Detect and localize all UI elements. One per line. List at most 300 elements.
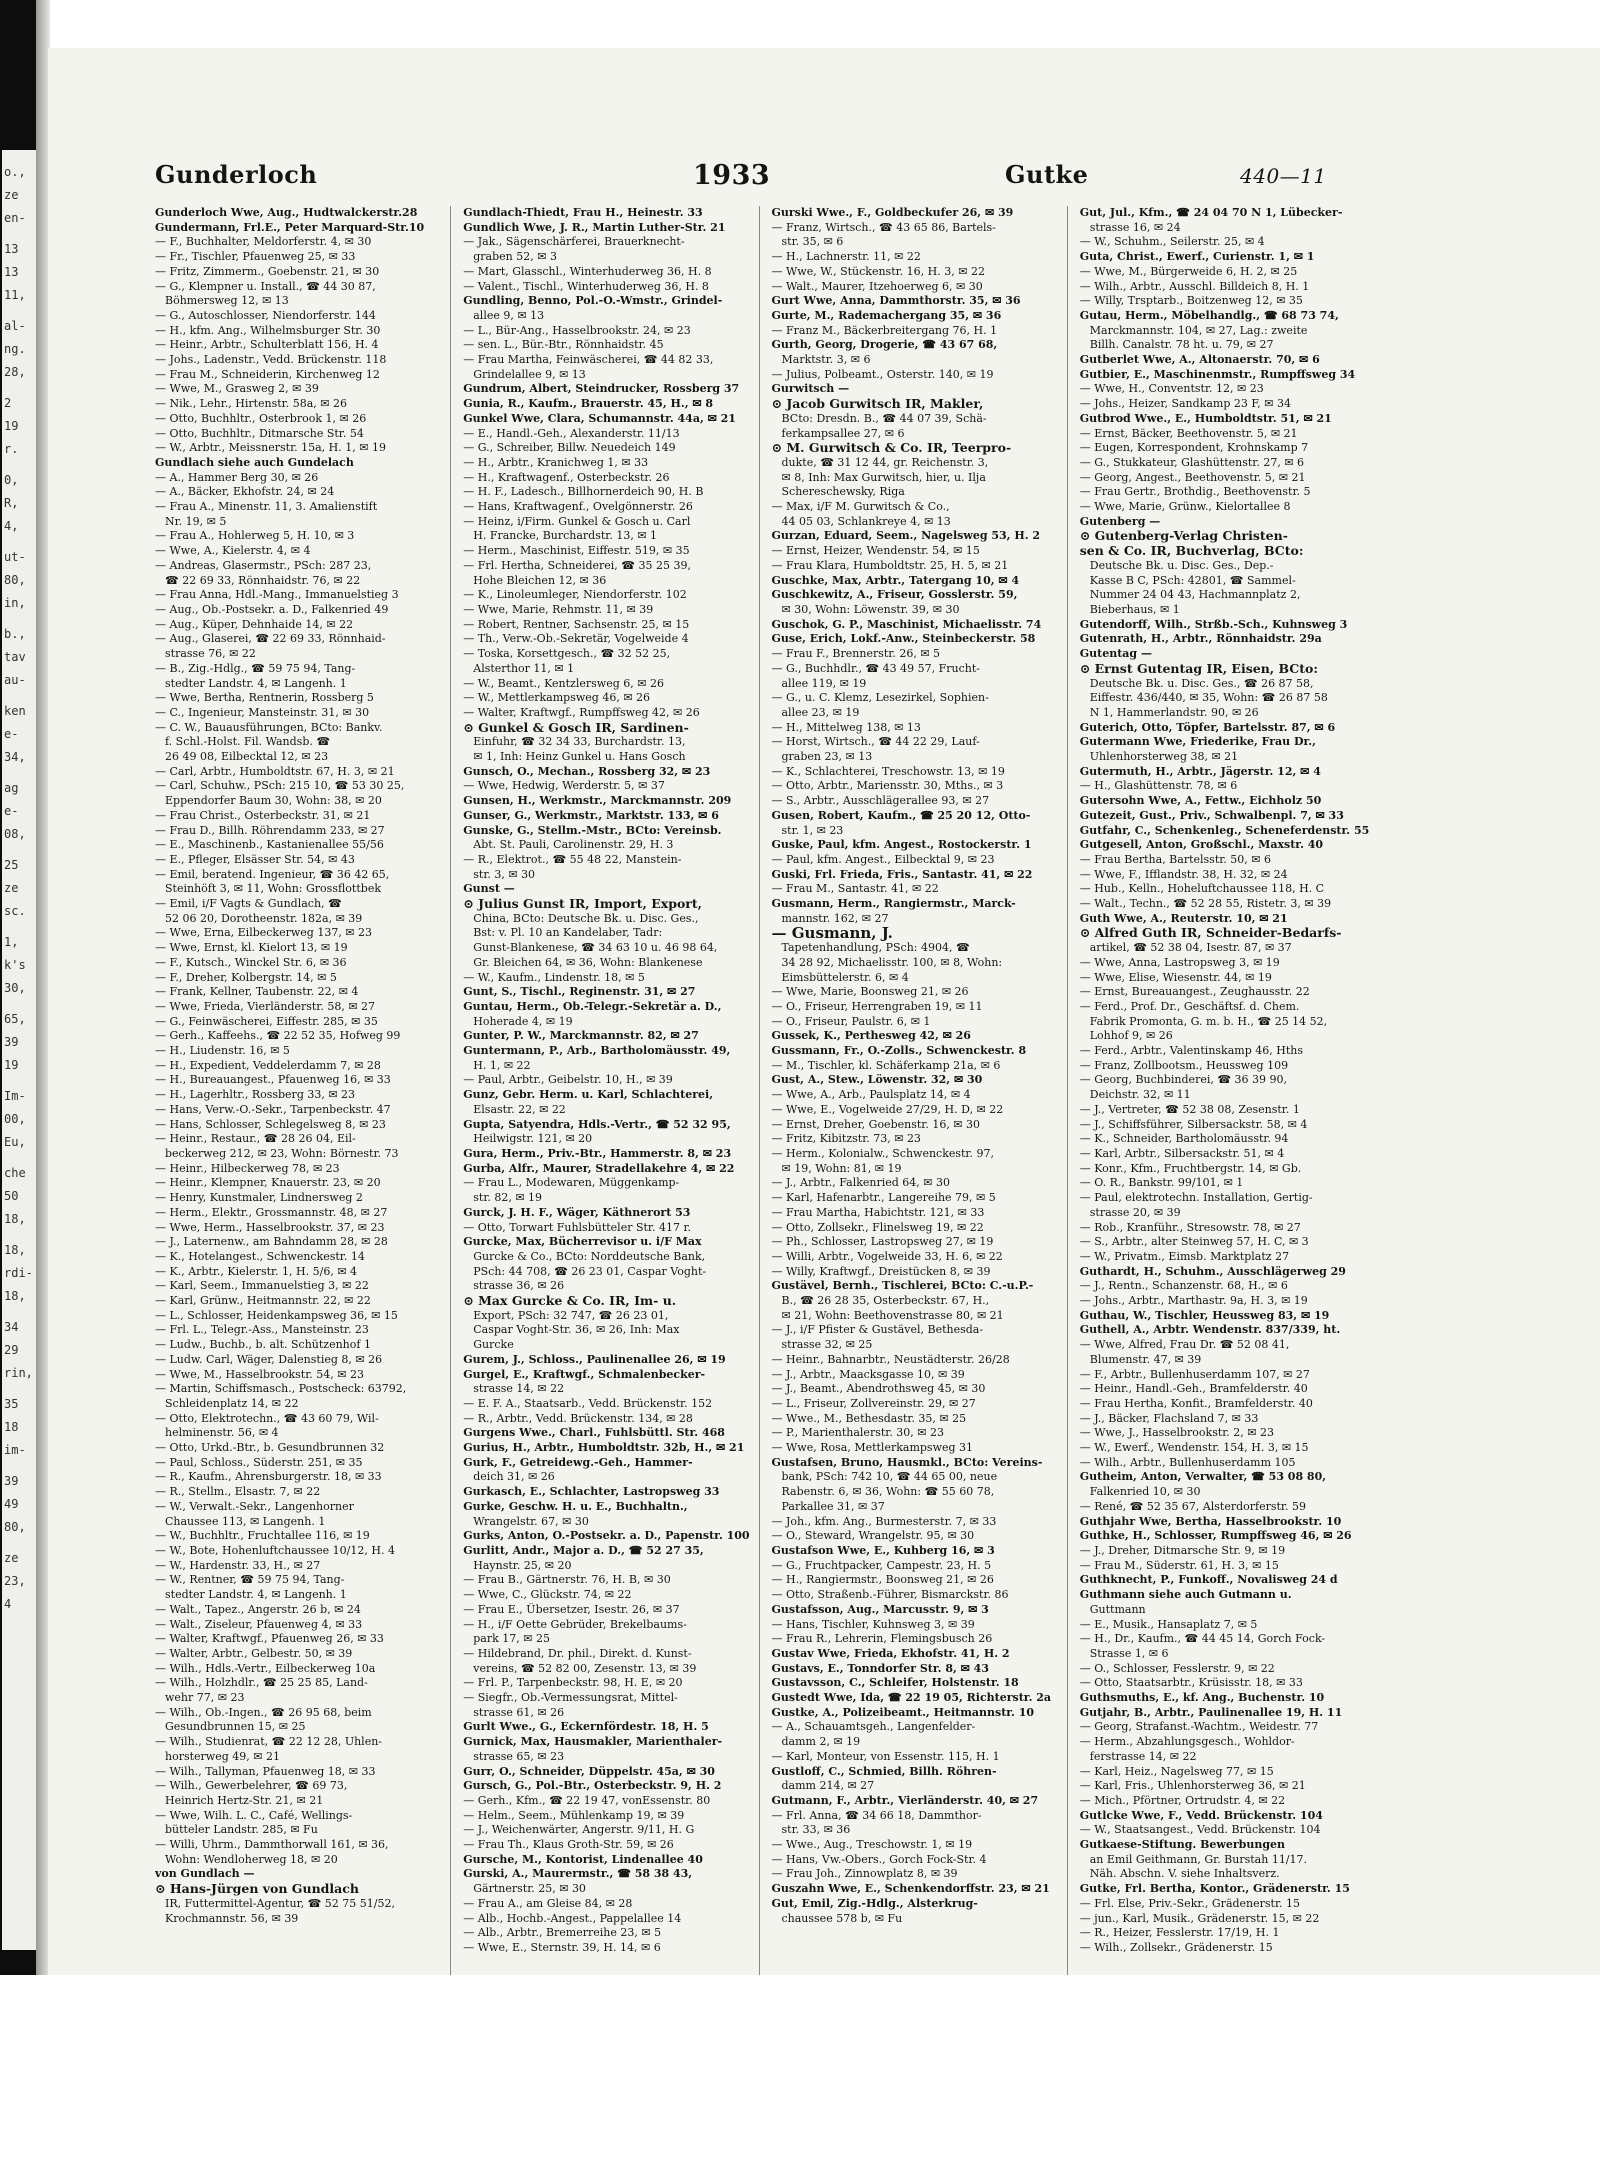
header-year: 1933 <box>693 160 771 191</box>
column-4 <box>1080 206 1375 2056</box>
directory-entry: Gurt Wwe, Anna, Dammthorstr. 35, ✉ 36 <box>771 294 1021 308</box>
directory-entry: — Johs., Arbtr., Marthastr. 9a, H. 3, ✉ 19 <box>1079 1294 1308 1308</box>
directory-entry: — Hildebrand, Dr. phil., Direkt. d. Kunst- <box>463 1646 692 1660</box>
directory-entry: — Wilh., Ob.-Ingen., ☎ 26 95 68, beim <box>155 1705 372 1719</box>
directory-entry: Eppendorfer Baum 30, Wohn: 38, ✉ 20 <box>165 794 382 808</box>
previous-page-text <box>2 150 36 1950</box>
directory-entry: Guthknecht, P., Funkoff., Novalisweg 24 d <box>1079 1573 1338 1587</box>
directory-entry: — Karl, Fris., Uhlenhorsterweg 36, ✉ 21 <box>1079 1779 1306 1793</box>
directory-entry: — Frau Klara, Humboldtstr. 25, H. 5, ✉ 21 <box>771 558 1009 572</box>
directory-entry: Gundrum, Albert, Steindrucker, Rossberg 37 <box>463 382 740 396</box>
directory-entry: Abt. St. Pauli, Carolinenstr. 29, H. 3 <box>473 838 674 852</box>
directory-entry: — Frau D., Billh. Röhrendamm 233, ✉ 27 <box>155 823 385 837</box>
previous-page-fragment: 50 <box>4 1189 19 1203</box>
directory-entry: — W., Schuhm., Seilerstr. 25, ✉ 4 <box>1079 235 1265 249</box>
directory-entry: — R., Kaufm., Ahrensburgerstr. 18, ✉ 33 <box>155 1470 382 1484</box>
directory-entry: — Frau Martha, Feinwäscherei, ☎ 44 82 33, <box>463 353 714 367</box>
directory-entry: — Valent., Tischl., Winterhuderweg 36, H. 8 <box>463 279 709 293</box>
previous-page-fragment: 2 <box>4 396 12 410</box>
directory-entry: Gutersohn Wwe, A., Fettw., Eichholz 50 <box>1079 794 1322 808</box>
directory-entry: Gutenberg — <box>1079 514 1161 528</box>
directory-entry: — J., Arbtr., Falkenried 64, ✉ 30 <box>771 1176 950 1190</box>
directory-entry: Deutsche Bk. u. Disc. Ges., ☎ 26 87 58, <box>1089 676 1314 690</box>
directory-entry: damm 2, ✉ 19 <box>781 1735 861 1749</box>
directory-entry: — Wilh., Studienrat, ☎ 22 12 28, Uhlen- <box>155 1735 383 1749</box>
directory-entry: Blumenstr. 47, ✉ 39 <box>1089 1352 1202 1366</box>
directory-entry: Gustavsson, C., Schleifer, Holstenstr. 18 <box>771 1676 1019 1690</box>
directory-entry: Steinhöft 3, ✉ 11, Wohn: Grossflottbek <box>165 882 381 896</box>
directory-entry: — Frau Anna, Hdl.-Mang., Immanuelstieg 3 <box>155 588 399 602</box>
directory-entry: — René, ☎ 52 35 67, Alsterdorferstr. 59 <box>1079 1499 1306 1513</box>
directory-entry: — Karl, Arbtr., Silbersackstr. 51, ✉ 4 <box>1079 1147 1285 1160</box>
directory-entry: — sen. L., Bür.-Btr., Rönnhaidstr. 45 <box>463 338 664 352</box>
directory-entry: — Walt., Tapez., Angerstr. 26 b, ✉ 24 <box>155 1602 361 1616</box>
directory-entry: — O. R., Bankstr. 99/101, ✉ 1 <box>1079 1176 1244 1190</box>
directory-entry: Gutlcke Wwe, F., Vedd. Brückenstr. 104 <box>1079 1808 1323 1822</box>
directory-entry: — Karl, Monteur, von Essenstr. 115, H. 1 <box>771 1749 1000 1763</box>
directory-entry: Parkallee 31, ✉ 37 <box>781 1499 885 1513</box>
previous-page-fragment: Eu, <box>4 1135 26 1149</box>
directory-entry: — W., Rentner, ☎ 59 75 94, Tang- <box>155 1573 345 1587</box>
previous-page-fragment: 19 <box>4 419 19 433</box>
directory-entry: — Paul, Arbtr., Geibelstr. 10, H., ✉ 39 <box>463 1073 673 1087</box>
directory-entry: — H., Lachnerstr. 11, ✉ 22 <box>771 250 921 264</box>
directory-entry: Alsterthor 11, ✉ 1 <box>473 661 575 675</box>
directory-entry: ✉ 1, Inh: Heinz Gunkel u. Hans Gosch <box>473 750 686 764</box>
directory-entry: — R., Elektrot., ☎ 55 48 22, Manstein- <box>463 852 682 866</box>
directory-entry: — H., Expedient, Veddelerdamm 7, ✉ 28 <box>155 1058 381 1072</box>
column-1 <box>155 206 451 2056</box>
directory-entry: — Rob., Kranführ., Stresowstr. 78, ✉ 27 <box>1079 1220 1301 1234</box>
directory-entry: Gustedt Wwe, Ida, ☎ 22 19 05, Richterstr. 2a <box>771 1691 1052 1705</box>
directory-entry: Krochmannstr. 56, ✉ 39 <box>165 1911 299 1925</box>
directory-entry: Gundlach siehe auch Gundelach <box>155 455 354 469</box>
previous-page-fragment: 29 <box>4 1343 19 1357</box>
page-margin-bottom <box>0 1975 1600 2177</box>
header-last-entry: Gutke <box>1005 160 1089 189</box>
previous-page-fragment: k's <box>4 958 26 972</box>
directory-entry: — Wwe, Ernst, kl. Kielort 13, ✉ 19 <box>155 941 348 955</box>
directory-entry: — Otto, Buchhltr., Osterbrook 1, ✉ 26 <box>155 411 367 425</box>
directory-entry: ✉ 30, Wohn: Löwenstr. 39, ✉ 30 <box>781 602 960 616</box>
directory-entry: — H., Lagerhltr., Rossberg 33, ✉ 23 <box>155 1088 356 1102</box>
directory-entry: — Heinr., Hilbeckerweg 78, ✉ 23 <box>155 1161 340 1175</box>
directory-entry: Haynstr. 25, ✉ 20 <box>473 1558 572 1572</box>
directory-entry: ✉ 21, Wohn: Beethovenstrasse 80, ✉ 21 <box>781 1308 1004 1322</box>
directory-entry: Gurski Wwe., F., Goldbeckufer 26, ✉ 39 <box>771 206 1014 219</box>
previous-page-fragment: ag <box>4 781 19 795</box>
directory-entry: — Wwe, Marie, Grünw., Kielortallee 8 <box>1079 500 1291 514</box>
directory-entry: — O., Friseur, Herrengraben 19, ✉ 11 <box>771 999 983 1013</box>
directory-entry: — Wilh., Gewerbelehrer, ☎ 69 73, <box>155 1779 348 1793</box>
directory-entry: — Otto, Buchhltr., Ditmarsche Str. 54 <box>155 426 364 440</box>
directory-entry: — Karl, Heiz., Nagelsweg 77, ✉ 15 <box>1079 1764 1274 1778</box>
directory-entry: — Ernst, Dreher, Goebenstr. 16, ✉ 30 <box>771 1117 981 1131</box>
directory-entry: — J., i/F Pfister & Gustävel, Bethesda- <box>771 1323 984 1337</box>
directory-entry: graben 52, ✉ 3 <box>473 250 557 264</box>
directory-entry: H. Francke, Burchardstr. 13, ✉ 1 <box>473 529 658 543</box>
directory-entry: chaussee 578 b, ✉ Fu <box>781 1911 903 1925</box>
directory-entry: Tapetenhandlung, PSch: 4904, ☎ <box>781 941 970 955</box>
directory-entry: — Ernst, Bäcker, Beethovenstr. 5, ✉ 21 <box>1079 426 1298 440</box>
directory-entry: — E. F. A., Staatsarb., Vedd. Brückenstr. 152 <box>463 1396 713 1410</box>
directory-entry: — H., i/F Oette Gebrüder, Brekelbaums- <box>463 1617 687 1631</box>
previous-page-fragment: e- <box>4 727 19 741</box>
directory-entry: — Emil, i/F Vagts & Gundlach, ☎ <box>155 897 342 911</box>
directory-entry: — C., Ingenieur, Mansteinstr. 31, ✉ 30 <box>155 705 370 719</box>
directory-entry: — Willy, Trsptarb., Boitzenweg 12, ✉ 35 <box>1079 294 1303 308</box>
directory-entry: — Frau Th., Klaus Groth-Str. 59, ✉ 26 <box>463 1838 674 1852</box>
directory-entry: Gupta, Satyendra, Hdls.-Vertr., ☎ 52 32 95, <box>463 1117 731 1131</box>
header-first-entry: Gunderloch <box>155 160 318 189</box>
previous-page-fragment: ze <box>4 881 19 895</box>
directory-entry: Gunz, Gebr. Herm. u. Karl, Schlachterei, <box>463 1088 714 1102</box>
directory-entry: Gutezeit, Gust., Priv., Schwalbenpl. 7, ✉ 33 <box>1079 808 1344 822</box>
directory-entry: — W., Arbtr., Meissnerstr. 15a, H. 1, ✉ 19 <box>155 441 386 455</box>
directory-entry: — Frau Gertr., Brothdig., Beethovenstr. 5 <box>1079 485 1311 499</box>
directory-entry: str. 3, ✉ 30 <box>473 867 536 881</box>
directory-entry: — J., Vertreter, ☎ 52 38 08, Zesenstr. 1 <box>1079 1102 1300 1116</box>
directory-entry: Guthau, W., Tischler, Heussweg 83, ✉ 19 <box>1079 1308 1330 1322</box>
previous-page-edge <box>0 0 36 2177</box>
directory-entry: — Franz M., Bäckerbreitergang 76, H. 1 <box>771 323 998 337</box>
directory-entry: Gurke, Geschw. H. u. E., Buchhaltn., <box>463 1499 688 1513</box>
directory-entry: Gut, Emil, Zig.-Hdlg., Alsterkrug- <box>771 1896 978 1910</box>
directory-entry: — Heinr., Klempner, Knauerstr. 23, ✉ 20 <box>155 1176 381 1190</box>
directory-entry: von Gundlach — <box>155 1867 255 1881</box>
directory-entry: — Wwe, F., Ifflandstr. 38, H. 32, ✉ 24 <box>1079 867 1288 881</box>
page-number: 440—11 <box>1240 164 1327 188</box>
directory-entry: stedter Landstr. 4, ✉ Langenh. 1 <box>165 676 347 690</box>
directory-entry: China, BCto: Deutsche Bk. u. Disc. Ges., <box>473 911 699 925</box>
directory-entry: str. 1, ✉ 23 <box>781 823 844 837</box>
directory-entry: allee 23, ✉ 19 <box>781 705 860 719</box>
directory-entry: Gunst-Blankenese, ☎ 34 63 10 u. 46 98 64, <box>473 941 718 955</box>
directory-entry: Gundlich Wwe, J. R., Martin Luther-Str. 21 <box>463 220 726 234</box>
directory-entry: — Hans, Verw.-O.-Sekr., Tarpenbeckstr. 47 <box>155 1102 391 1116</box>
directory-entry: ⊙ Jacob Gurwitsch IR, Makler, <box>771 397 984 412</box>
directory-entry: — Wwe, E., Sternstr. 39, H. 14, ✉ 6 <box>463 1940 661 1954</box>
directory-entry: Gurnick, Max, Hausmakler, Marienthaler- <box>463 1735 723 1749</box>
previous-page-fragment: 18, <box>4 1212 26 1226</box>
directory-entry: — Otto, Zollsekr., Flinelsweg 19, ✉ 22 <box>771 1220 984 1234</box>
directory-entry: strasse 61, ✉ 26 <box>473 1705 565 1719</box>
directory-entry: — Konr., Kfm., Fruchtbergstr. 14, ✉ Gb. <box>1079 1161 1302 1175</box>
directory-entry: Gussek, K., Perthesweg 42, ✉ 26 <box>771 1029 971 1043</box>
directory-entry: — E., Handl.-Geh., Alexanderstr. 11/13 <box>463 426 680 440</box>
directory-entry: Guta, Christ., Ewerf., Curienstr. 1, ✉ 1 <box>1079 250 1315 264</box>
directory-entry: deich 31, ✉ 26 <box>473 1470 555 1484</box>
directory-entry: — Frau M., Süderstr. 61, H. 3, ✉ 15 <box>1079 1558 1279 1572</box>
directory-entry: mannstr. 162, ✉ 27 <box>781 911 889 925</box>
directory-entry: — G., Klempner u. Install., ☎ 44 30 87, <box>155 279 376 293</box>
directory-entry: — Walt., Techn., ☎ 52 28 55, Ristetr. 3, ✉ 39 <box>1079 897 1332 911</box>
directory-entry: — Frl. L., Telegr.-Ass., Mansteinstr. 23 <box>155 1323 369 1337</box>
directory-entry: — L., Friseur, Zollvereinstr. 29, ✉ 27 <box>771 1396 976 1410</box>
directory-entry: — G., Schreiber, Billw. Neuedeich 149 <box>463 441 676 455</box>
directory-entry: artikel, ☎ 52 38 04, Isestr. 87, ✉ 37 <box>1089 941 1292 955</box>
directory-entry: — J., Beamt., Abendrothsweg 45, ✉ 30 <box>771 1382 986 1396</box>
directory-entry: — G., Buchhdlr., ☎ 43 49 57, Frucht- <box>771 661 981 675</box>
directory-entry: Guschok, G. P., Maschinist, Michaelisstr. 74 <box>771 617 1042 631</box>
directory-entry: — Otto, Arbtr., Mariensstr. 30, Mths., ✉ 3 <box>771 779 1004 793</box>
directory-entry: — G., Autoschlosser, Niendorferstr. 144 <box>155 308 376 322</box>
directory-entry: Lohhof 9, ✉ 26 <box>1089 1029 1173 1043</box>
directory-entry: Gusen, Robert, Kaufm., ☎ 25 20 12, Otto- <box>771 808 1031 822</box>
previous-page-fragment: im- <box>4 1443 26 1457</box>
directory-entry: Einfuhr, ☎ 32 34 33, Burchardstr. 13, <box>473 735 686 749</box>
directory-entry: — Aug., Ob.-Postsekr. a. D., Falkenried 49 <box>155 602 389 616</box>
directory-entry: — Frau Martha, Habichtstr. 121, ✉ 33 <box>771 1205 985 1219</box>
directory-entry: Gr. Bleichen 64, ✉ 36, Wohn: Blankenese <box>473 955 703 969</box>
directory-entry: Bst: v. Pl. 10 an Kandelaber, Tadr: <box>473 926 663 940</box>
directory-entry: sen & Co. IR, Buchverlag, BCto: <box>1079 544 1304 559</box>
directory-entry: ⊙ Ernst Gutentag IR, Eisen, BCto: <box>1079 661 1318 676</box>
directory-entry: — Hans, Vw.-Obers., Gorch Fock-Str. 4 <box>771 1852 987 1866</box>
directory-entry: Guschkewitz, A., Friseur, Gosslerstr. 59, <box>771 588 1018 602</box>
directory-entry: Caspar Voght-Str. 36, ✉ 26, Inh: Max <box>473 1323 680 1337</box>
directory-entry: — Wilh., Zollsekr., Grädenerstr. 15 <box>1079 1940 1273 1954</box>
directory-entry: — Frau M., Schneiderin, Kirchenweg 12 <box>155 367 380 381</box>
directory-entry: — Frl. Else, Priv.-Sekr., Grädenerstr. 15 <box>1079 1896 1301 1910</box>
directory-entry: wehr 77, ✉ 23 <box>165 1691 245 1705</box>
directory-entry: Wohn: Wendloherweg 18, ✉ 20 <box>165 1852 338 1866</box>
directory-entry: — Wwe, Erna, Eilbeckerweg 137, ✉ 23 <box>155 926 373 940</box>
directory-entry: — A., Bäcker, Ekhofstr. 24, ✉ 24 <box>155 485 335 499</box>
directory-entry: Gurski, A., Maurermstr., ☎ 58 38 43, <box>463 1867 693 1881</box>
directory-entry: — Walter, Kraftwgf., Rumpffsweg 42, ✉ 26 <box>463 705 700 719</box>
directory-entry: — Wwe, Elise, Wiesenstr. 44, ✉ 19 <box>1079 970 1272 984</box>
directory-entry: — Eugen, Korrespondent, Krohnskamp 7 <box>1079 441 1309 455</box>
directory-entry: Gutbier, E., Maschinenmstr., Rumpffsweg 34 <box>1079 367 1356 381</box>
directory-entry: Deutsche Bk. u. Disc. Ges., Dep.- <box>1089 558 1274 572</box>
directory-entry: Hohe Bleichen 12, ✉ 36 <box>473 573 607 587</box>
directory-entry: — Wwe, Marie, Rehmstr. 11, ✉ 39 <box>463 602 654 616</box>
previous-page-fragment: 80, <box>4 1520 26 1534</box>
directory-entry: bütteler Landstr. 285, ✉ Fu <box>165 1823 318 1837</box>
directory-entry: Fabrik Promonta, G. m. b. H., ☎ 25 14 52, <box>1089 1014 1328 1028</box>
directory-entry: Gurk, F., Getreidewg.-Geh., Hammer- <box>463 1455 693 1469</box>
directory-entry: — Wwe, M., Hasselbrookstr. 54, ✉ 23 <box>155 1367 364 1381</box>
directory-entry: — Otto, Urkd.-Btr., b. Gesundbrunnen 32 <box>155 1441 385 1455</box>
previous-page-fragment: 13 <box>4 265 19 279</box>
directory-entry: Export, PSch: 32 747, ☎ 26 23 01, <box>473 1308 669 1322</box>
previous-page-fragment: 19 <box>4 1058 19 1072</box>
directory-entry: bank, PSch: 742 10, ☎ 44 65 00, neue <box>781 1470 998 1484</box>
directory-entry: — Wwe, Wilh. L. C., Café, Wellings- <box>155 1808 353 1822</box>
directory-entry: Gurem, J., Schloss., Paulinenallee 26, ✉ 19 <box>463 1352 726 1366</box>
directory-entry: Gundermann, Frl.E., Peter Marquard-Str.10 <box>155 220 425 234</box>
directory-entry: Heilwigstr. 121, ✉ 20 <box>473 1132 593 1146</box>
previous-page-fragment: tav <box>4 650 26 664</box>
directory-entry: — Alb., Hochb.-Angest., Pappelallee 14 <box>463 1911 682 1925</box>
previous-page-fragment: ng. <box>4 342 26 356</box>
previous-page-fragment: Im- <box>4 1089 26 1103</box>
directory-entry: — Frau A., am Gleise 84, ✉ 28 <box>463 1896 633 1910</box>
directory-entry: — H., Kraftwagenf., Osterbeckstr. 26 <box>463 470 670 484</box>
directory-entry: Uhlenhorsterweg 38, ✉ 21 <box>1089 750 1239 764</box>
directory-entry: Gurius, H., Arbtr., Humboldtstr. 32b, H., ✉ 21 <box>463 1441 745 1455</box>
directory-columns <box>155 206 1375 2056</box>
directory-entry: — Herm., Abzahlungsgesch., Wohldor- <box>1079 1735 1295 1749</box>
directory-entry: — Wwe, A., Arb., Paulsplatz 14, ✉ 4 <box>771 1088 971 1102</box>
directory-entry: Guttmann <box>1089 1602 1146 1616</box>
directory-entry: strasse 20, ✉ 39 <box>1089 1205 1181 1219</box>
directory-entry: Gursch, G., Pol.-Btr., Osterbeckstr. 9, H. 2 <box>463 1779 722 1793</box>
directory-entry: Gurth, Georg, Drogerie, ☎ 43 67 68, <box>771 338 998 352</box>
directory-entry: — Mart, Glasschl., Winterhuderweg 36, H. 8 <box>463 264 712 278</box>
directory-entry: Guthjahr Wwe, Bertha, Hasselbrookstr. 10 <box>1079 1514 1342 1528</box>
directory-entry: Gurkasch, E., Schlachter, Lastropsweg 33 <box>463 1485 720 1499</box>
directory-entry: ✉ 19, Wohn: 81, ✉ 19 <box>781 1161 902 1175</box>
directory-entry: — Fritz, Kibitzstr. 73, ✉ 23 <box>771 1132 921 1146</box>
directory-entry: Gurcke & Co., BCto: Norddeutsche Bank, <box>473 1249 706 1263</box>
directory-entry: Strasse 1, ✉ 6 <box>1089 1646 1169 1660</box>
directory-entry: — Georg, Angest., Beethovenstr. 5, ✉ 21 <box>1079 470 1306 484</box>
directory-entry: Guske, Paul, kfm. Angest., Rostockerstr. 1 <box>771 838 1032 852</box>
directory-entry: — Wwe, Anna, Lastropsweg 3, ✉ 19 <box>1079 955 1280 969</box>
directory-entry: Guntau, Herm., Ob.-Telegr.-Sekretär a. D., <box>463 999 722 1013</box>
directory-entry: — Wwe., Aug., Treschowstr. 1, ✉ 19 <box>771 1838 973 1852</box>
directory-entry: Gunser, G., Werkmstr., Marktstr. 133, ✉ 6 <box>463 808 719 822</box>
directory-entry: Gundling, Benno, Pol.-O.-Wmstr., Grindel- <box>463 294 723 308</box>
directory-entry: — H. F., Ladesch., Billhornerdeich 90, H. B <box>463 485 704 499</box>
directory-entry: — Ph., Schlosser, Lastropsweg 27, ✉ 19 <box>771 1235 994 1249</box>
directory-entry: — G., Feinwäscherei, Eiffestr. 285, ✉ 35 <box>155 1014 378 1028</box>
directory-entry: Gutgesell, Anton, Großschl., Maxstr. 40 <box>1079 838 1324 852</box>
directory-entry: — Georg, Strafanst.-Wachtm., Weidestr. 77 <box>1079 1720 1319 1734</box>
directory-entry: — O., Steward, Wrangelstr. 95, ✉ 30 <box>771 1529 975 1543</box>
directory-entry: Guthsmuths, E., kf. Ang., Buchenstr. 10 <box>1079 1691 1325 1705</box>
directory-entry: N 1, Hammerlandstr. 90, ✉ 26 <box>1089 705 1259 719</box>
directory-entry: — Th., Verw.-Ob.-Sekretär, Vogelweide 4 <box>463 632 689 646</box>
directory-entry: — F., Arbtr., Bullenhuserdamm 107, ✉ 27 <box>1079 1367 1310 1381</box>
directory-entry: — Wwe, Marie, Boonsweg 21, ✉ 26 <box>771 985 969 999</box>
directory-entry: graben 23, ✉ 13 <box>781 750 873 764</box>
directory-entry: — Otto, Straßenb.-Führer, Bismarckstr. 86 <box>771 1588 1009 1602</box>
directory-entry: Gutheim, Anton, Verwalter, ☎ 53 08 80, <box>1079 1470 1327 1484</box>
previous-page-fragment: ze <box>4 188 19 202</box>
directory-entry: strasse 32, ✉ 25 <box>781 1338 873 1352</box>
directory-entry: — K., Schneider, Bartholomäusstr. 94 <box>1079 1132 1289 1146</box>
directory-entry: — Siegfr., Ob.-Vermessungsrat, Mittel- <box>463 1691 678 1705</box>
directory-entry: — Emil, beratend. Ingenieur, ☎ 36 42 65, <box>155 867 390 881</box>
directory-entry: stedter Landstr. 4, ✉ Langenh. 1 <box>165 1588 347 1602</box>
directory-entry: Billh. Canalstr. 78 ht. u. 79, ✉ 27 <box>1089 338 1274 352</box>
directory-entry: Gustavs, E., Tonndorfer Str. 8, ✉ 43 <box>771 1661 989 1675</box>
directory-entry: — Jak., Sägenschärferei, Brauerknecht- <box>463 235 685 249</box>
directory-entry: Gutkaese-Stiftung. Bewerbungen <box>1079 1838 1286 1852</box>
previous-page-fragment: 39 <box>4 1035 19 1049</box>
directory-entry: — E., Pfleger, Elsässer Str. 54, ✉ 43 <box>155 852 355 866</box>
directory-entry: Guthmann siehe auch Gutmann u. <box>1079 1588 1292 1602</box>
directory-entry: — G., u. C. Klemz, Lesezirkel, Sophien- <box>771 691 989 705</box>
directory-entry: — K., Arbtr., Kielerstr. 1, H. 5/6, ✉ 4 <box>155 1264 358 1278</box>
directory-entry: — S., Arbtr., alter Steinweg 57, H. C, ✉ 3 <box>1079 1235 1309 1249</box>
directory-entry: — W., Ewerf., Wendenstr. 154, H. 3, ✉ 15 <box>1079 1441 1309 1455</box>
directory-entry: — Otto, Elektrotechn., ☎ 43 60 79, Wil- <box>155 1411 379 1425</box>
directory-entry: helminenstr. 56, ✉ 4 <box>165 1426 279 1440</box>
directory-entry: — Franz, Zollbootsm., Heussweg 109 <box>1079 1058 1289 1072</box>
directory-entry: Guthardt, H., Schuhm., Ausschlägerweg 29 <box>1079 1264 1346 1278</box>
directory-entry: — Wwe, A., Kielerstr. 4, ✉ 4 <box>155 544 311 558</box>
directory-entry: Gurte, M., Rademachergang 35, ✉ 36 <box>771 308 1002 322</box>
directory-entry: — H., Glashüttenstr. 78, ✉ 6 <box>1079 779 1238 793</box>
directory-entry: — Frl. Anna, ☎ 34 66 18, Dammthor- <box>771 1808 982 1822</box>
directory-entry: — Karl, Seem., Immanuelstieg 3, ✉ 22 <box>155 1279 369 1293</box>
directory-entry: — Fr., Tischler, Pfauenweg 25, ✉ 33 <box>155 250 356 264</box>
directory-entry: Guski, Frl. Frieda, Fris., Santastr. 41, ✉ 22 <box>771 867 1033 881</box>
previous-page-fragment: 00, <box>4 1112 26 1126</box>
directory-entry: — Johs., Ladenstr., Vedd. Brückenstr. 118 <box>155 353 387 367</box>
directory-entry: Eimsbüttelerstr. 6, ✉ 4 <box>781 970 909 984</box>
directory-entry: Böhmersweg 12, ✉ 13 <box>165 294 289 308</box>
directory-entry: — Henry, Kunstmaler, Lindnersweg 2 <box>155 1191 363 1205</box>
directory-entry: ⊙ Hans-Jürgen von Gundlach <box>155 1882 359 1897</box>
directory-entry: — Frl. Hertha, Schneiderei, ☎ 35 25 39, <box>463 558 691 572</box>
directory-entry: — Hub., Kelln., Hoheluftchaussee 118, H. C <box>1079 882 1325 896</box>
directory-entry: Gutberlet Wwe, A., Altonaerstr. 70, ✉ 6 <box>1079 353 1320 367</box>
directory-entry: Guterich, Otto, Töpfer, Bartelsstr. 87, ✉ 6 <box>1079 720 1336 734</box>
directory-entry: Gurwitsch — <box>771 382 850 396</box>
directory-entry: 52 06 20, Dorotheenstr. 182a, ✉ 39 <box>165 911 363 925</box>
directory-entry: Gura, Herm., Priv.-Btr., Hammerstr. 8, ✉ 23 <box>463 1147 732 1160</box>
directory-entry: Bieberhaus, ✉ 1 <box>1089 602 1180 616</box>
directory-entry: — Ferd., Prof. Dr., Geschäftsf. d. Chem. <box>1079 999 1300 1013</box>
directory-entry: — Heinr., Handl.-Geh., Bramfelderstr. 40 <box>1079 1382 1308 1396</box>
directory-entry: BCto: Dresdn. B., ☎ 44 07 39, Schä- <box>781 411 987 425</box>
directory-entry: H. 1, ✉ 22 <box>473 1058 531 1072</box>
directory-entry: strasse 36, ✉ 26 <box>473 1279 565 1293</box>
directory-entry: allee 9, ✉ 13 <box>473 308 545 322</box>
directory-entry: Guthke, H., Schlosser, Rumpffsweg 46, ✉ 26 <box>1079 1529 1352 1543</box>
directory-entry: — Frau F., Brennerstr. 26, ✉ 5 <box>771 647 941 661</box>
previous-page-fragment: 39 <box>4 1474 19 1488</box>
directory-entry: allee 119, ✉ 19 <box>781 676 867 690</box>
directory-entry: — Willi, Arbtr., Vogelweide 33, H. 6, ✉ 22 <box>771 1249 1003 1263</box>
directory-entry: dukte, ☎ 31 12 44, gr. Reichenstr. 3, <box>781 455 989 469</box>
previous-page-fragment: rin, <box>4 1366 33 1380</box>
directory-entry: Rabenstr. 6, ✉ 36, Wohn: ☎ 55 60 78, <box>781 1485 995 1499</box>
directory-entry: — H., Mittelweg 138, ✉ 13 <box>771 720 921 734</box>
directory-entry: — Walt., Maurer, Itzehoerweg 6, ✉ 30 <box>771 279 983 293</box>
directory-entry: — W., Hardenstr. 33, H., ✉ 27 <box>155 1558 321 1572</box>
directory-entry: — C. W., Bauausführungen, BCto: Bankv. <box>155 720 383 734</box>
previous-page-fragment: in, <box>4 596 26 610</box>
directory-entry: — G., Stukkateur, Glashüttenstr. 27, ✉ 6 <box>1079 455 1305 469</box>
directory-entry: Wrangelstr. 67, ✉ 30 <box>473 1514 589 1528</box>
previous-page-fragment: 18, <box>4 1289 26 1303</box>
directory-entry: — E., Maschinenb., Kastanienallee 55/56 <box>155 838 384 852</box>
directory-entry: — K., Hotelangest., Schwenckestr. 14 <box>155 1249 365 1263</box>
directory-entry: Gustafson Wwe, E., Kuhberg 16, ✉ 3 <box>771 1543 995 1557</box>
directory-entry: Falkenried 10, ✉ 30 <box>1089 1485 1201 1499</box>
directory-entry: — W., Staatsangest., Vedd. Brückenstr. 104 <box>1079 1823 1321 1837</box>
directory-entry: — H., Liudenstr. 16, ✉ 5 <box>155 1044 290 1058</box>
previous-page-fragment: 34 <box>4 1320 19 1334</box>
directory-entry: — Ernst, Bureauangest., Zeughausstr. 22 <box>1079 985 1310 999</box>
directory-entry: — H., Rangiermstr., Boonsweg 21, ✉ 26 <box>771 1573 994 1587</box>
directory-entry: Schereschewsky, Riga <box>781 485 905 499</box>
directory-entry: Gunske, G., Stellm.-Mstr., BCto: Vereinsb. <box>463 823 722 837</box>
previous-page-fragment: 25 <box>4 858 19 872</box>
directory-entry: — Frau A., Hohlerweg 5, H. 10, ✉ 3 <box>155 529 355 543</box>
column-3 <box>772 206 1068 2056</box>
directory-entry: — Toska, Korsettgesch., ☎ 32 52 25, <box>463 647 671 661</box>
page-header <box>155 160 1370 194</box>
directory-entry: Gutau, Herm., Möbelhandlg., ☎ 68 73 74, <box>1079 308 1339 322</box>
directory-entry: Gurlitt, Andr., Major a. D., ☎ 52 27 35, <box>463 1543 704 1557</box>
